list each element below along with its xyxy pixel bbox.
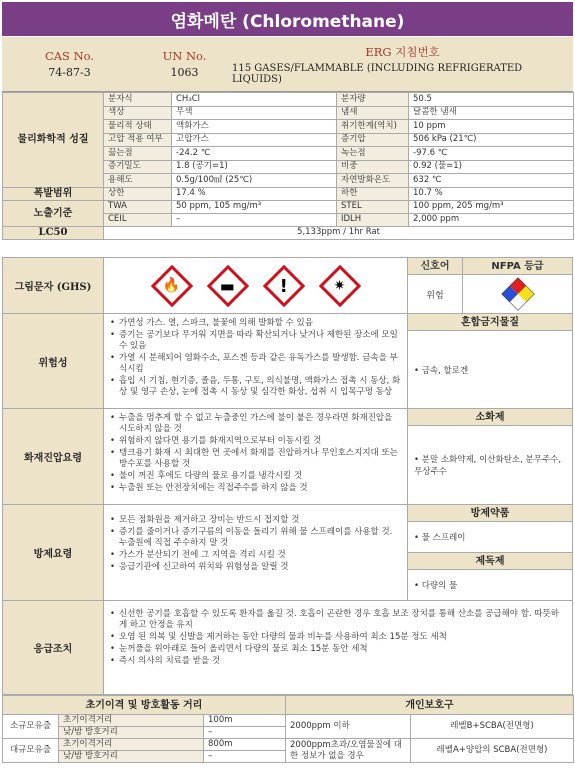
lc50-label: LC50 [3, 226, 104, 239]
explosion-label: 폭발범위 [3, 187, 104, 200]
small-spill-label: 소규모유출 [3, 715, 59, 739]
isolation-table [2, 695, 574, 763]
cas-value: 74-87-3 [48, 66, 91, 79]
gas-cylinder-icon: ▬ [206, 264, 248, 306]
physchem-label: 물리화학적 성질 [3, 93, 104, 188]
list-item: • 가스가 분산되기 전에 그 지역을 격리 시킬 것 [110, 550, 401, 561]
ghs-pictograms [104, 258, 407, 313]
extinguisher-header: 소화제 [408, 409, 572, 426]
exposure-name: CEIL [104, 213, 172, 226]
property-value: 0.5g/100㎖ (25℃) [172, 174, 337, 188]
exposure-label: 노출기준 [3, 200, 104, 226]
un-label: UN No. [162, 49, 207, 63]
property-value: 50.5 [409, 93, 574, 107]
list-item: • 위험하지 않다면 용기를 화재지역으로부터 이동시킬 것 [110, 436, 401, 447]
list-item: • 증기는 공기보다 무거워 지면을 따라 확산되거나 낮거나 제한된 장소에 모일 수 있음 [110, 330, 401, 352]
property-value: 1.8 (공기=1) [172, 160, 337, 174]
property-name: 용해도 [104, 174, 172, 188]
list-item: • 가연성 가스. 열, 스파크, 불꽃에 의해 발화할 수 있음 [110, 318, 401, 329]
large-spill-label: 대규모유출 [3, 739, 59, 763]
hazard-section [2, 314, 573, 409]
identifier-header [2, 37, 573, 92]
hazard-list [110, 318, 401, 398]
property-name: 자연발화온도 [337, 174, 409, 188]
list-item: • 탱크용기 화재 시 최대한 먼 곳에서 화재를 진압하거나 무인호스지지대 또는 방수포를 사용할 것 [110, 448, 401, 470]
small-condition: 2000ppm 이하 [286, 715, 411, 739]
list-item: • 모든 점화원을 제거하고 장비는 반드시 접지할 것 [110, 515, 401, 526]
small-protect-label: 낮/밤 방호거리 [59, 727, 204, 739]
cas-block [2, 37, 137, 91]
property-value: 0.92 (물=1) [409, 160, 574, 174]
property-value: 고압가스 [172, 133, 337, 147]
ghs-label: 그림문자 (GHS) [3, 258, 104, 313]
incompatible-header: 혼합금지물질 [408, 314, 572, 331]
small-initial-label: 초기이격거리 [59, 715, 204, 727]
flame-icon: 🔥 [150, 264, 192, 306]
small-initial-value: 100m [204, 715, 286, 727]
exposure-value: 50 ppm, 105 mg/m³ [172, 200, 337, 213]
list-item: • 응급기관에 신고하여 위치와 위험성을 알릴 것 [110, 562, 401, 573]
small-protect-value: – [204, 727, 286, 739]
exposure-name: STEL [337, 200, 409, 213]
large-protect-label: 낮/밤 방호거리 [59, 751, 204, 763]
exposure-value: 100 ppm, 205 mg/m³ [409, 200, 574, 213]
un-block [137, 37, 232, 91]
exclamation-icon: ! [262, 264, 304, 306]
large-condition: 2000ppm초과/오염물질에 대한 정보가 없을 경우 [286, 739, 411, 763]
incompatible-body: • 금속, 할로겐 [414, 365, 469, 376]
list-item: • 불이 꺼진 후에도 다량의 물로 용기를 냉각시킬 것 [110, 471, 401, 482]
page-title: 염화메탄 (Chloromethane) [2, 2, 573, 36]
property-name: 증기밀도 [104, 160, 172, 174]
property-value: 10 ppm [409, 120, 574, 134]
isolation-header: 초기이격 및 방호활동 거리 [3, 696, 286, 715]
ppe-header: 개인보호구 [286, 696, 574, 715]
properties-table [2, 92, 574, 240]
list-item: • 눈꺼풀을 위아래로 들어 올리면서 다량의 물로 최소 15분 동안 세척 [110, 644, 566, 655]
explosion-upper-value: 17.4 % [172, 187, 337, 200]
list-item: • 오염 된 의복 및 신발을 제거하는 동안 다량의 물과 비누를 사용하여 최소 15분 정도 세척 [110, 632, 566, 643]
property-value: 무색 [172, 106, 337, 120]
list-item: • 신선한 공기를 호흡할 수 있도록 환자를 옮길 것. 호흡이 곤란한 경우 호흡 보조 장치를 통해 산소를 공급해야 함. 따뜻하게 하고 안정을 유지 [110, 609, 566, 631]
small-ppe: 레벨B+SCBA(전면형) [411, 715, 574, 739]
explosion-lower-label: 하한 [337, 187, 409, 200]
list-item: • 누출원 또는 안전장치에는 직접주수를 하지 않을 것 [110, 483, 401, 494]
large-initial-label: 초기이격거리 [59, 739, 204, 751]
firefighting-section [2, 409, 573, 505]
property-value: 506 kPa (21℃) [409, 133, 574, 147]
list-item: • 즉시 의사의 치료를 받을 것 [110, 656, 566, 667]
large-initial-value: 800m [204, 739, 286, 751]
cas-label: CAS No. [44, 49, 95, 63]
property-value: 액화가스 [172, 120, 337, 134]
property-value: -24.2 ℃ [172, 147, 337, 161]
signal-word-header: 신호어 [408, 258, 463, 274]
extinguisher-body: • 분말 소화약제, 이산화탄소, 분무주수, 무상주수 [414, 455, 562, 477]
explosion-upper-label: 상한 [104, 187, 172, 200]
firefighting-list [110, 413, 401, 494]
firefighting-label: 화재진압요령 [3, 409, 104, 504]
hazard-label: 위험성 [3, 314, 104, 408]
exposure-name: IDLH [337, 213, 409, 226]
nfpa-header: NFPA 등급 [491, 261, 544, 272]
ghs-section [2, 257, 573, 314]
control-agent-header: 방제약품 [408, 505, 572, 522]
property-name: 고압 적용 여부 [104, 133, 172, 147]
property-value: CH₃Cl [172, 93, 337, 107]
decontaminant-header: 제독제 [408, 553, 572, 570]
erg-value: 115 GASES/FLAMMABLE (INCLUDING REFRIGERATED LIQUIDS) [232, 62, 523, 85]
property-value: -97.6 ℃ [409, 147, 574, 161]
property-name: 녹는점 [337, 147, 409, 161]
property-name: 비중 [337, 160, 409, 174]
signal-word: 위험 [408, 275, 463, 313]
list-item: • 가열 시 분해되어 염화수소, 포스겐 등과 같은 유독가스를 발생함. 금속을 부식시킴 [110, 353, 401, 375]
first-aid-section [2, 601, 573, 695]
un-value: 1063 [170, 66, 199, 79]
property-name: 증기압 [337, 133, 409, 147]
exposure-value: 2,000 ppm [409, 213, 574, 226]
exposure-name: TWA [104, 200, 172, 213]
property-name: 색상 [104, 106, 172, 120]
list-item: • 흡입 시 기침, 현기증, 졸음, 두통, 구토, 의식불명, 액화가스 접촉 시 동상, 화상 및 영구 손상, 눈에 접촉 시 동상 및 심각한 화상, 섭취 시 입목구멍 동상 [110, 376, 401, 398]
erg-label: ERG 지침번호 [365, 44, 440, 59]
prevention-label: 방제요령 [3, 505, 104, 600]
property-value: 달콤한 냄새 [409, 106, 574, 120]
first-aid-list [110, 609, 566, 667]
first-aid-label: 응급조치 [3, 601, 104, 694]
prevention-list [110, 515, 401, 573]
property-value: 632 ℃ [409, 174, 574, 188]
erg-block [232, 37, 573, 91]
decontaminant-body: • 다량의 물 [414, 581, 458, 591]
nfpa-diamond-icon [463, 275, 572, 313]
property-name: 취기한계(역치) [337, 120, 409, 134]
property-name: 끓는점 [104, 147, 172, 161]
property-name: 분자식 [104, 93, 172, 107]
health-hazard-icon: ✷ [318, 264, 360, 306]
large-protect-value: – [204, 751, 286, 763]
exposure-value: – [172, 213, 337, 226]
list-item: • 증기를 줄이거나 증기구름의 이동을 돌리기 위해 물 스프레이를 사용할 것. 누출원에 직접 주수하지 말 것 [110, 527, 401, 549]
lc50-value: 5,133ppm / 1hr Rat [104, 226, 574, 239]
property-name: 분자량 [337, 93, 409, 107]
large-ppe: 레벨A+양압의 SCBA(전면형) [411, 739, 574, 763]
property-name: 물리적 상태 [104, 120, 172, 134]
prevention-section [2, 505, 573, 601]
explosion-lower-value: 10.7 % [409, 187, 574, 200]
property-name: 냄새 [337, 106, 409, 120]
list-item: • 누출을 멈추게 할 수 없고 누출중인 가스에 불이 붙은 경우라면 화재진압을 시도하지 않을 것 [110, 413, 401, 435]
control-agent-body: • 물 스프레이 [408, 522, 572, 553]
